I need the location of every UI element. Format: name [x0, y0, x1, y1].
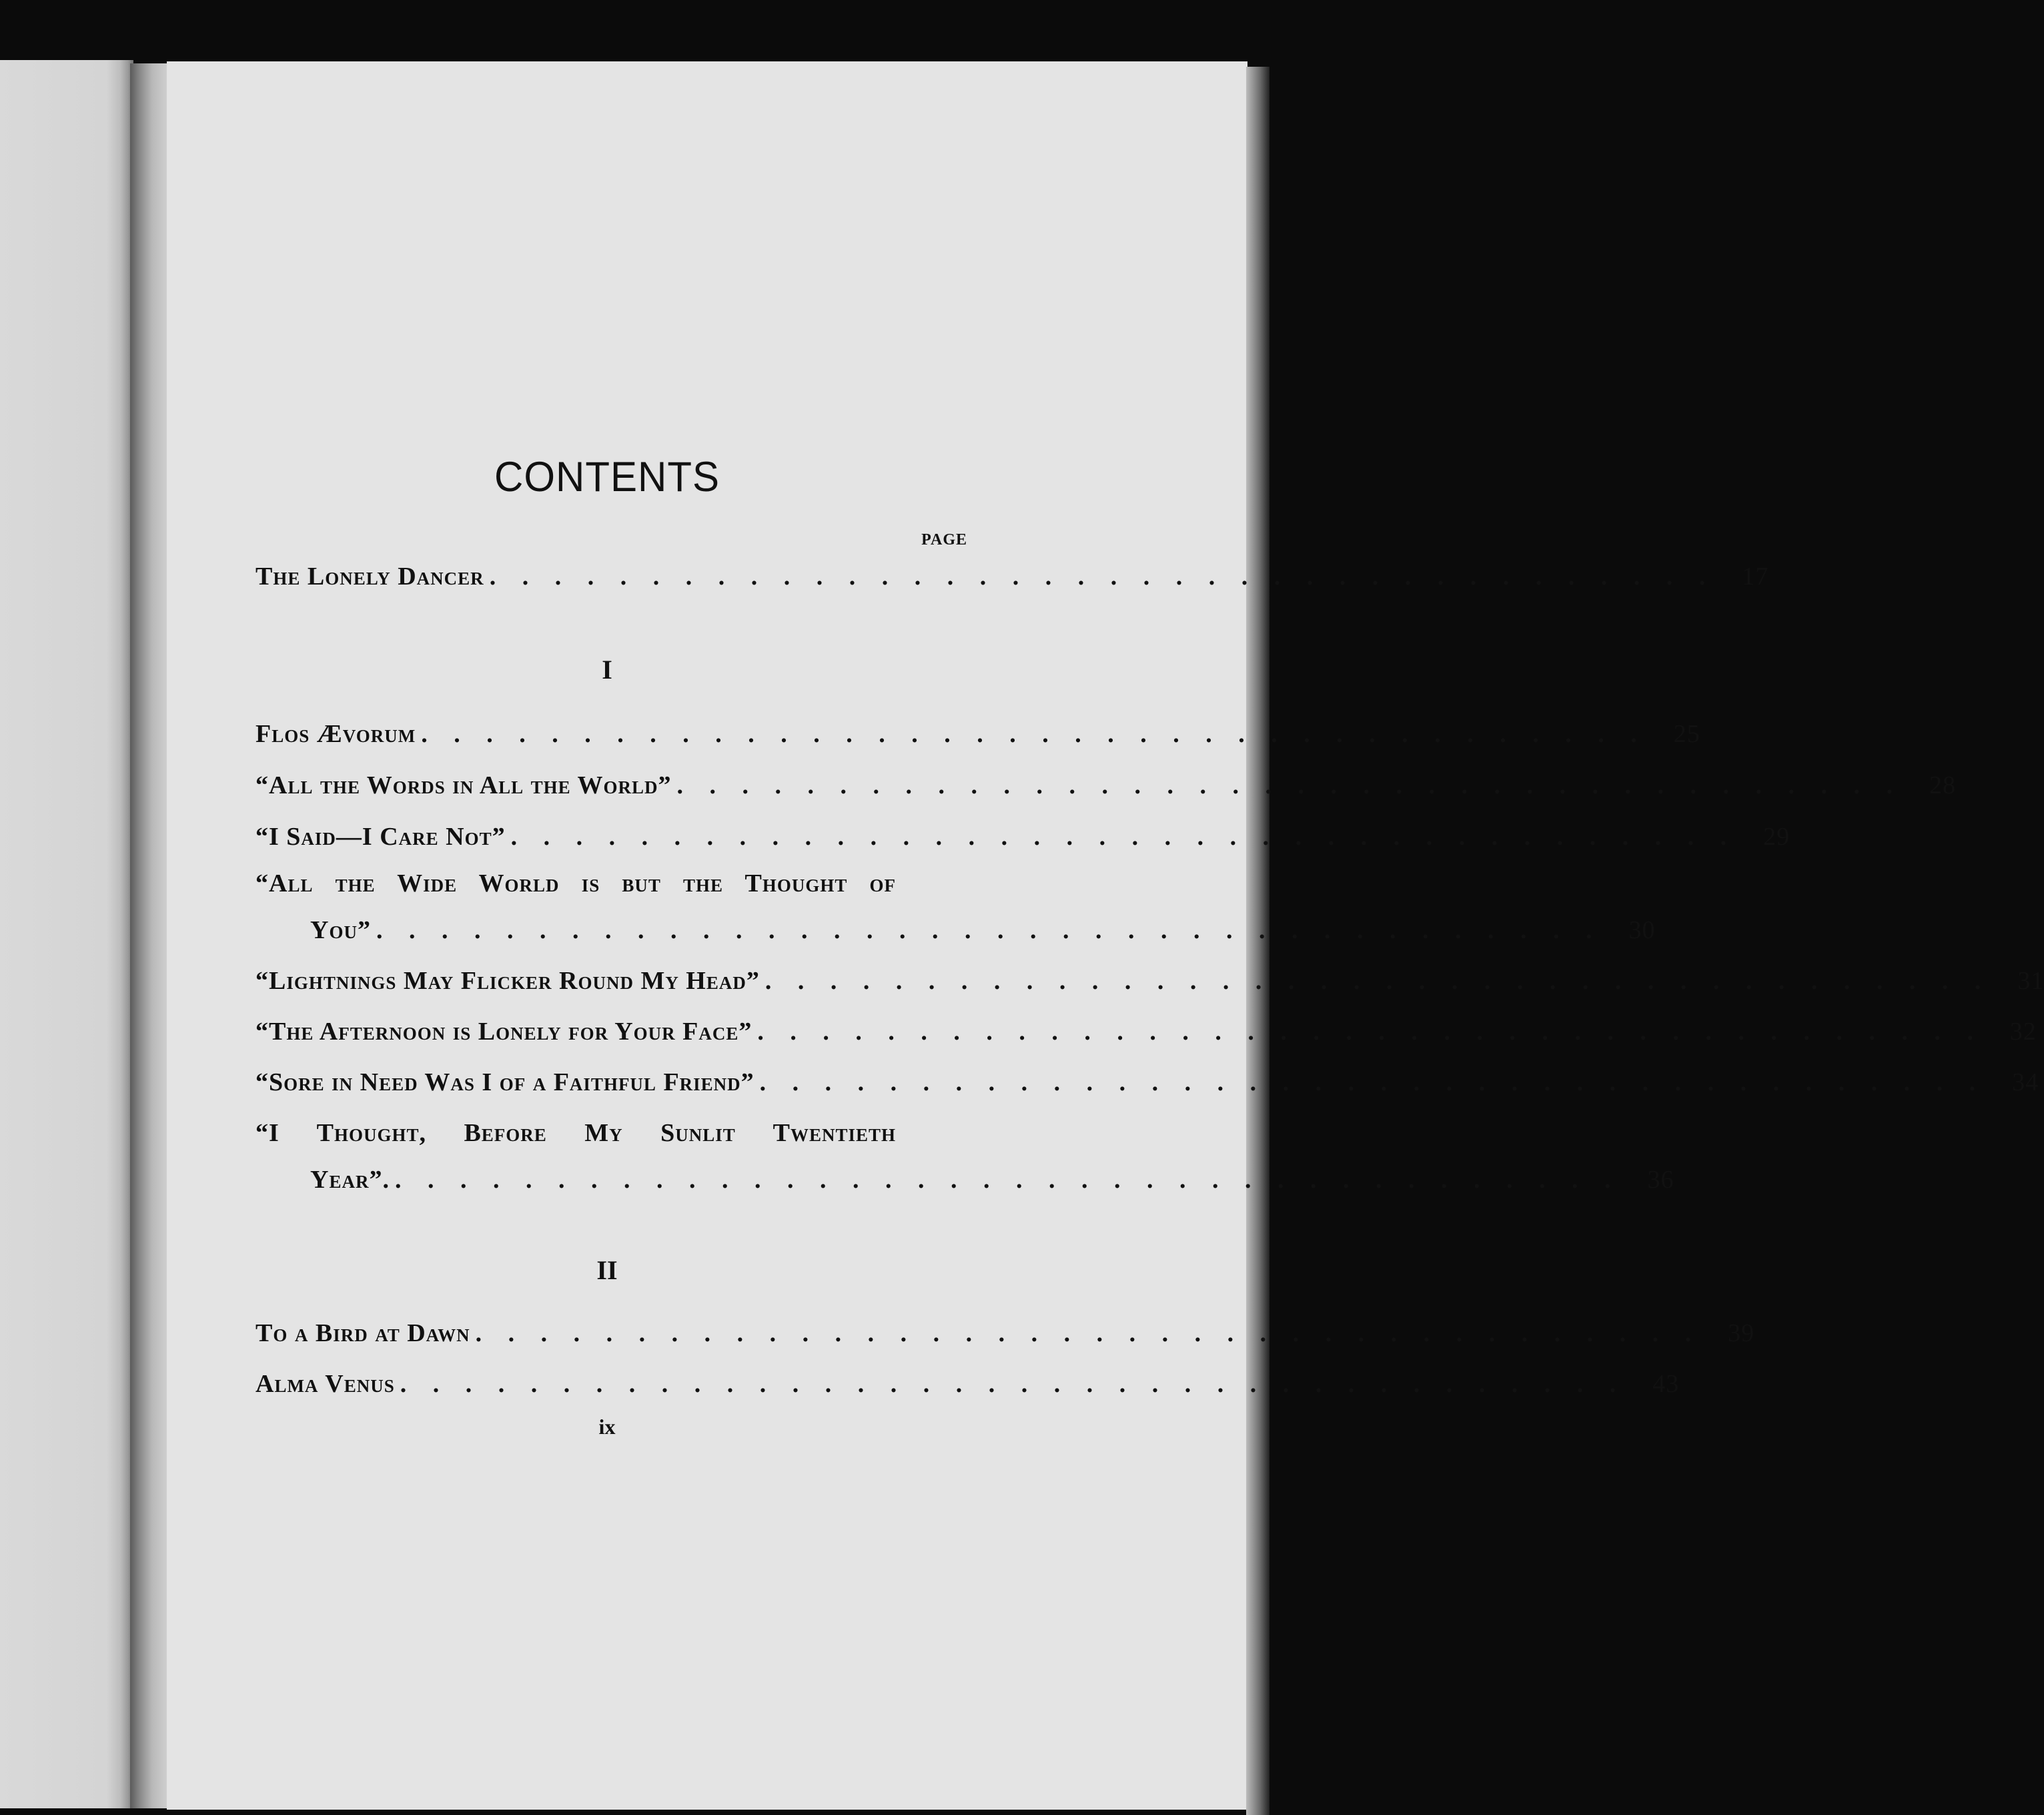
toc-leader: . . . . . . . . . . . . . . . . . . . . . . . . . . . . . . . . . . . . . .	[376, 916, 1602, 944]
toc-leader: . . . . . . . . . . . . . . . . . . . . . . . . . . . . . . . . . . . . . .	[764, 967, 1991, 995]
toc-entry[interactable]	[255, 1118, 967, 1152]
toc-entry[interactable]	[255, 719, 1700, 753]
toc-entry-page: 34	[2012, 1068, 2039, 1096]
toc-entry-page: 31	[2017, 967, 2044, 995]
left-page-edge	[0, 60, 133, 1808]
toc-entry[interactable]	[255, 966, 2044, 1000]
toc-entry-title: “The Afternoon is Lonely for Your Face”	[255, 1018, 752, 1046]
toc-entry-title: Year”.	[310, 1166, 390, 1194]
toc-entry-title: Alma Venus	[255, 1370, 395, 1398]
book-gutter	[130, 63, 170, 1808]
toc-leader: . . . . . . . . . . . . . . . . . . . . . . . . . . . . . . . . . . . . . .	[676, 771, 1903, 799]
toc-entry[interactable]	[255, 869, 967, 902]
toc-entry-page: 43	[1652, 1370, 1680, 1398]
toc-entry[interactable]	[255, 1369, 1680, 1403]
toc-leader: . . . . . . . . . . . . . . . . . . . . . . . . . . . . . . . . . . . . . .	[489, 563, 1716, 591]
page-title: CONTENTS	[494, 453, 720, 500]
toc-entry-title: “I Said—I Care Not”	[255, 823, 506, 851]
toc-leader: . . . . . . . . . . . . . . . . . . . . . . . . . . . . . . . . . . . . . .	[421, 720, 1647, 748]
toc-entry[interactable]	[255, 822, 1791, 855]
page-column-heading: PAGE	[921, 531, 967, 549]
toc-entry-title: You”	[310, 916, 371, 944]
toc-entry-title: “Lightnings May Flicker Round My Head”	[255, 967, 760, 995]
toc-entry-page: 17	[1742, 563, 1769, 591]
toc-entry-title: Flos Ævorum	[255, 720, 416, 748]
toc-entry[interactable]	[255, 1068, 2039, 1101]
toc-entry-page: 32	[2009, 1018, 2037, 1046]
toc-entry-continuation[interactable]	[310, 1165, 1674, 1198]
toc-leader: . . . . . . . . . . . . . . . . . . . . . . . . . . . . . . . . . . . . . .	[475, 1319, 1702, 1347]
toc-entry-continuation[interactable]	[310, 916, 1656, 949]
toc-entry[interactable]	[255, 771, 1957, 804]
toc-entry[interactable]	[255, 562, 1769, 595]
toc-entry-title: “All the Wide World is but the Thought of	[255, 869, 896, 897]
toc-leader: . . . . . . . . . . . . . . . . . . . . . . . . . . . . . . . . . . . . . .	[510, 823, 1737, 851]
section-numeral: I	[602, 655, 612, 685]
toc-leader: . . . . . . . . . . . . . . . . . . . . . . . . . . . . . . . . . . . . . .	[757, 1018, 1983, 1046]
toc-leader: . . . . . . . . . . . . . . . . . . . . . . . . . . . . . . . . . . . . . .	[394, 1166, 1621, 1194]
toc-entry-page: 39	[1728, 1319, 1755, 1347]
toc-entry-page: 28	[1929, 771, 1957, 799]
toc-entry-title: To a Bird at Dawn	[255, 1319, 470, 1347]
toc-entry-title: The Lonely Dancer	[255, 563, 484, 591]
toc-entry-title: “I Thought, Before My Sunlit Twentieth	[255, 1119, 896, 1147]
toc-entry-title: “Sore in Need Was I of a Faithful Friend”	[255, 1068, 754, 1096]
toc-entry[interactable]	[255, 1319, 1755, 1352]
toc-entry[interactable]	[255, 1017, 2037, 1050]
toc-entry-page: 25	[1673, 720, 1700, 748]
toc-entry-page: 30	[1628, 916, 1656, 944]
page-number: ix	[598, 1415, 616, 1439]
toc-entry-page: 36	[1647, 1166, 1674, 1194]
toc-entry-title: “All the Words in All the World”	[255, 771, 672, 799]
toc-leader: . . . . . . . . . . . . . . . . . . . . . . . . . . . . . . . . . . . . . .	[400, 1370, 1626, 1398]
toc-entry-page: 29	[1763, 823, 1791, 851]
toc-leader: . . . . . . . . . . . . . . . . . . . . . . . . . . . . . . . . . . . . . .	[759, 1068, 1986, 1096]
section-numeral: II	[596, 1255, 618, 1285]
